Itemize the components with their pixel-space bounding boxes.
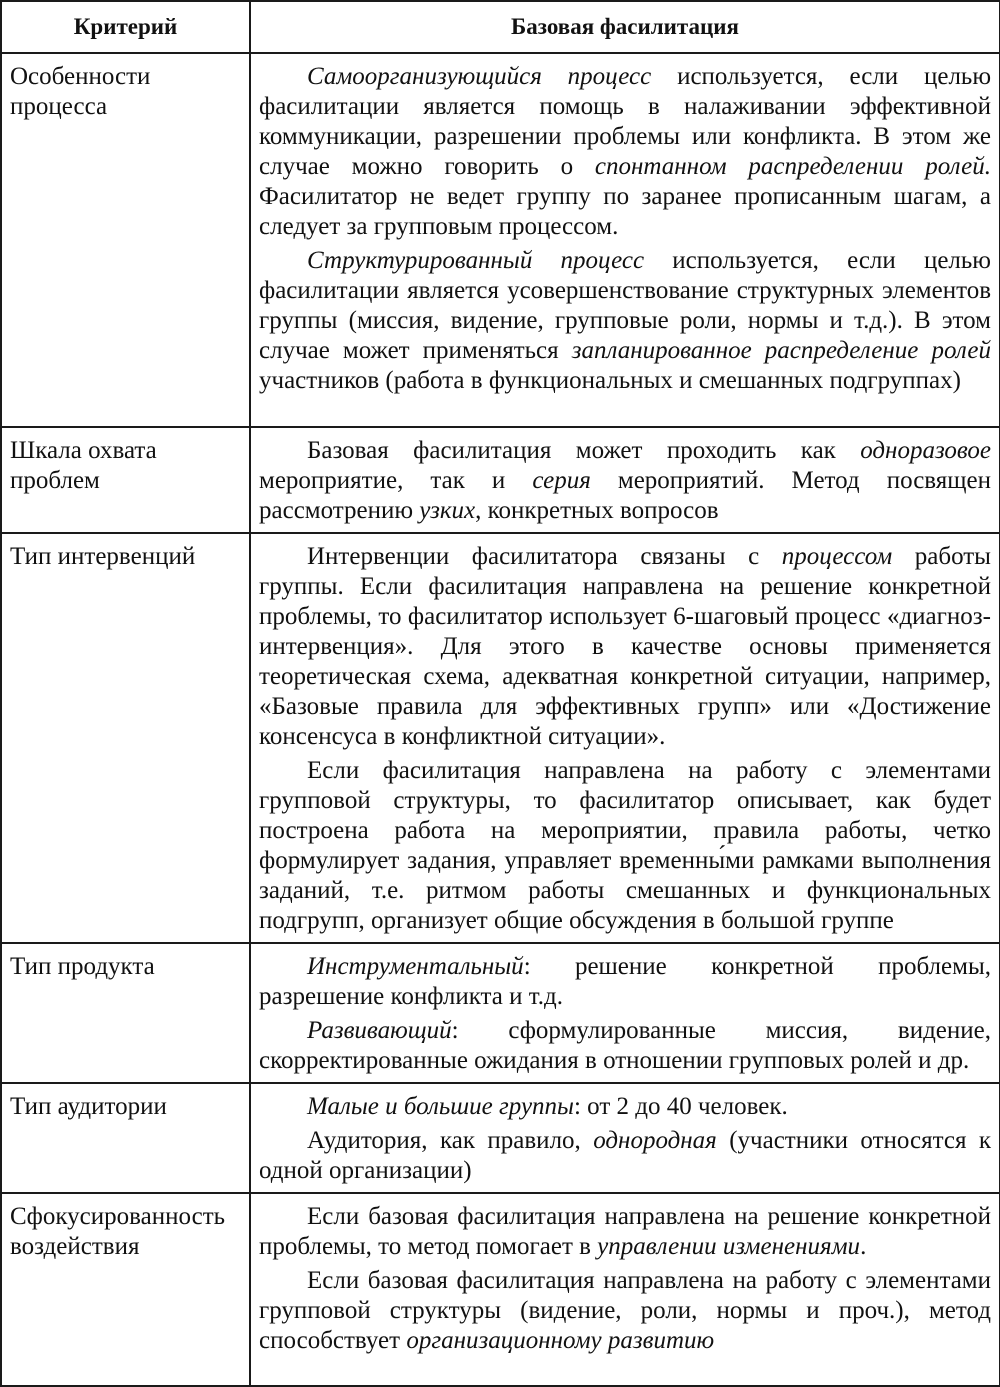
text-run: Аудитория, как правило, (307, 1127, 594, 1154)
description-paragraph (259, 246, 991, 396)
description-cell (250, 1083, 1000, 1193)
criterion-cell: Тип продукта (1, 943, 250, 1083)
emphasis-text: спонтанном распределении ролей. (594, 153, 991, 180)
emphasis-text: узких (419, 497, 476, 524)
text-run: Базовая фасилитация может проходить как (307, 437, 861, 464)
description-paragraph (259, 1202, 991, 1262)
emphasis-text: Развивающий (307, 1017, 452, 1044)
text-run: Если базовая фасилитация направлена на работу с элементами групповой структуры (видение, роли, нормы и проч.), метод способствует (259, 1267, 991, 1354)
emphasis-text: Малые и большие группы (307, 1093, 574, 1120)
emphasis-text: запланированное распределение ролей (571, 337, 991, 364)
text-run: Если фасилитация направлена на работу с элементами групповой структуры, то фасилитатор описывает, как будет построена работа на мероприятии, правила работы, четко формулирует задания, управляет временны́ми рамками выполнения заданий, т.е. ритмом работы смешанных и функциональных подгрупп, организует общие обсуждения в большой группе (259, 757, 991, 934)
criterion-cell: Особенности процесса (1, 53, 250, 427)
description-paragraph (259, 1266, 991, 1356)
text-run: : от 2 до 40 человек. (573, 1093, 788, 1120)
header-criterion: Критерий (1, 1, 250, 53)
criterion-cell: Тип аудитории (1, 1083, 250, 1193)
emphasis-text: управлении изменениями (597, 1233, 861, 1260)
table-row (1, 1083, 1000, 1193)
criterion-cell: Тип интервенций (1, 533, 250, 943)
emphasis-text: Структурированный процесс (307, 247, 645, 274)
description-paragraph (259, 1092, 991, 1122)
emphasis-text: серия (532, 467, 591, 494)
text-run: используется, если целью фасилитации является усовершенствование структурных элементов группы (миссия, видение, групповые роли, нормы и т.д.). В этом случае может применяться (259, 247, 991, 364)
table-row (1, 943, 1000, 1083)
text-run: Если базовая фасилитация направлена на решение конкретной проблемы, то метод помогает в (259, 1203, 991, 1260)
text-run: : сформулированные миссия, видение, скорректированные ожидания в отношении групповых ролей и др. (259, 1017, 991, 1074)
table-row (1, 427, 1000, 533)
table-row (1, 1193, 1000, 1386)
text-run: (участники относятся к одной организации) (259, 1127, 992, 1184)
text-run: Фасилитатор не ведет группу по заранее прописанным шагам, а следует за групповым процессом. (259, 183, 991, 240)
emphasis-text: Инструментальный (307, 953, 524, 980)
emphasis-text: однородная (593, 1127, 717, 1154)
description-cell (250, 533, 1000, 943)
text-run: работы группы. Если фасилитация направлена на решение конкретной проблемы, то фасилитатор использует 6-шаговый процесс «диагноз-интервенция». Для этого в качестве основы применяется теоретическая схема, адекватная конкретной ситуации, например, «Базовые правила для эффективных групп» или «Достижение консенсуса в конфликтной ситуации». (259, 543, 991, 750)
emphasis-text: Самоорганизующийся процесс (307, 63, 652, 90)
text-run: используется, если целью фасилитации является помощь в налаживании эффективной коммуникации, разрешении проблемы или конфликта. В этом же случае можно говорить о (259, 63, 991, 180)
text-run: Интервенции фасилитатора связаны с (307, 543, 782, 570)
description-paragraph (259, 952, 991, 1012)
criterion-cell: Сфокусированность воздействия (1, 1193, 250, 1386)
description-cell (250, 943, 1000, 1083)
description-paragraph (259, 1016, 991, 1076)
text-run: : решение конкретной проблемы, разрешение конфликта и т.д. (259, 953, 991, 1010)
text-run: мероприятие, так и (259, 467, 533, 494)
text-run: , конкретных вопросов (475, 497, 719, 524)
text-run: участников (работа в функциональных и смешанных подгруппах) (259, 367, 961, 394)
table-row (1, 53, 1000, 427)
description-paragraph (259, 542, 991, 752)
description-paragraph (259, 1126, 991, 1186)
table-header-row (1, 1, 1000, 53)
description-cell (250, 53, 1000, 427)
description-cell (250, 1193, 1000, 1386)
criterion-cell: Шкала охвата проблем (1, 427, 250, 533)
emphasis-text: одноразовое (860, 437, 991, 464)
description-cell (250, 427, 1000, 533)
text-run: . (860, 1233, 867, 1260)
header-basic-facilitation: Базовая фасилитация (250, 1, 1000, 53)
table-row (1, 533, 1000, 943)
emphasis-text: процессом (781, 543, 893, 570)
emphasis-text: организационному развитию (406, 1327, 715, 1354)
text-run: мероприятий. Метод посвящен рассмотрению (259, 467, 991, 524)
description-paragraph (259, 756, 991, 936)
description-paragraph (259, 436, 991, 526)
description-paragraph (259, 62, 991, 242)
